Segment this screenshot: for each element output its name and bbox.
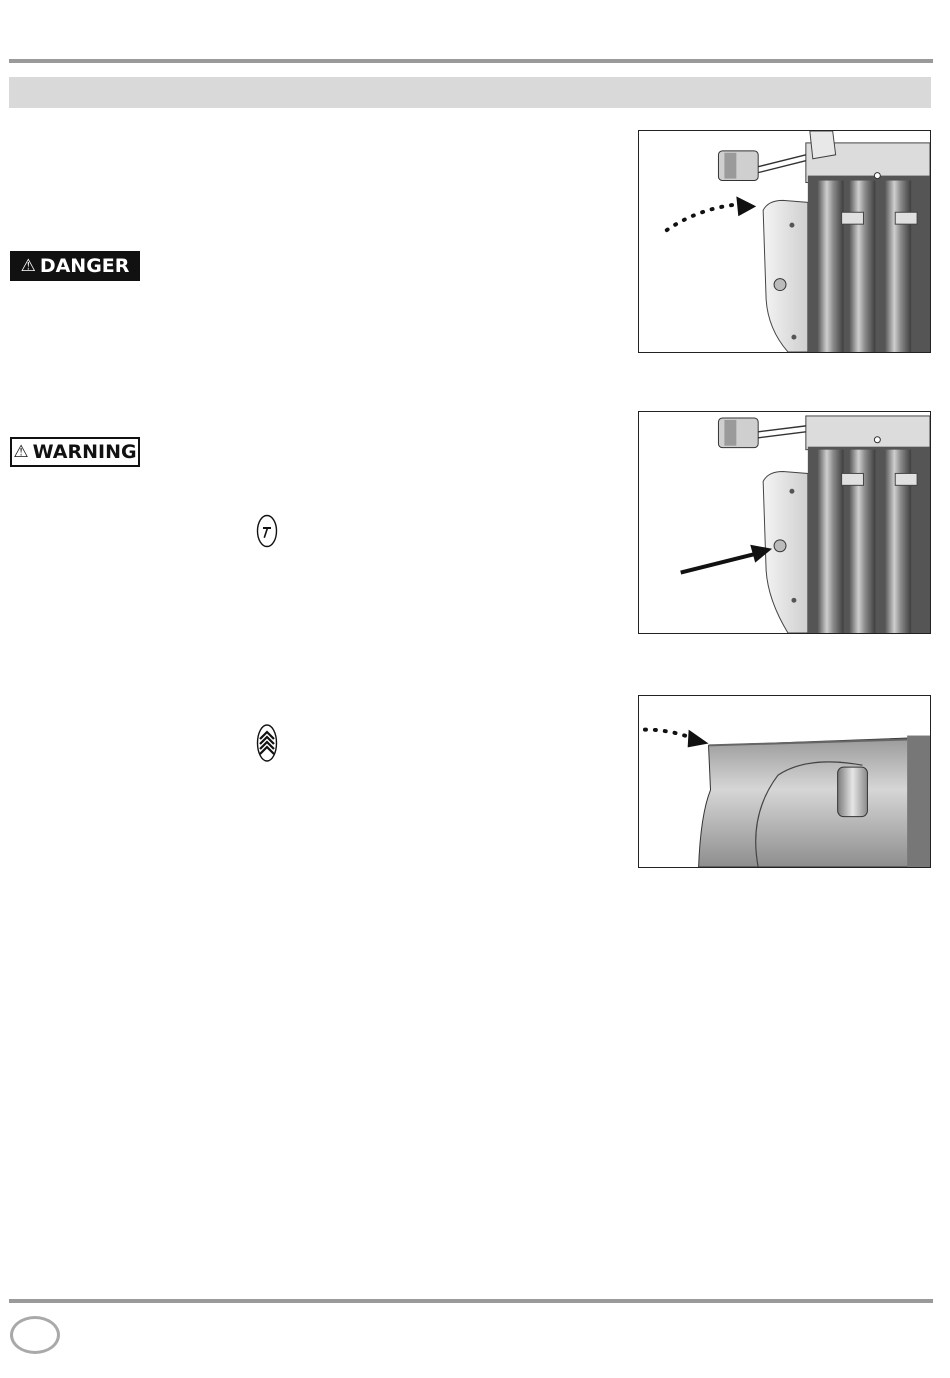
warning-text: WARNING bbox=[32, 441, 137, 463]
warning-label bbox=[10, 437, 140, 467]
top-rule bbox=[9, 59, 933, 63]
bottom-rule bbox=[9, 1299, 933, 1303]
warning-triangle-icon: ⚠ bbox=[13, 441, 29, 462]
sequential-chevrons-icon bbox=[256, 723, 278, 763]
page-number-badge bbox=[10, 1316, 60, 1354]
figure-trigger-housing bbox=[638, 695, 931, 868]
warning-triangle-icon: ⚠ bbox=[20, 255, 36, 276]
section-header-band bbox=[9, 77, 931, 108]
figure-magazine-top bbox=[638, 130, 931, 353]
danger-text: DANGER bbox=[39, 255, 130, 277]
figure-magazine-screw bbox=[638, 411, 931, 634]
hammer-mode-icon bbox=[256, 514, 278, 548]
danger-label bbox=[10, 251, 140, 281]
